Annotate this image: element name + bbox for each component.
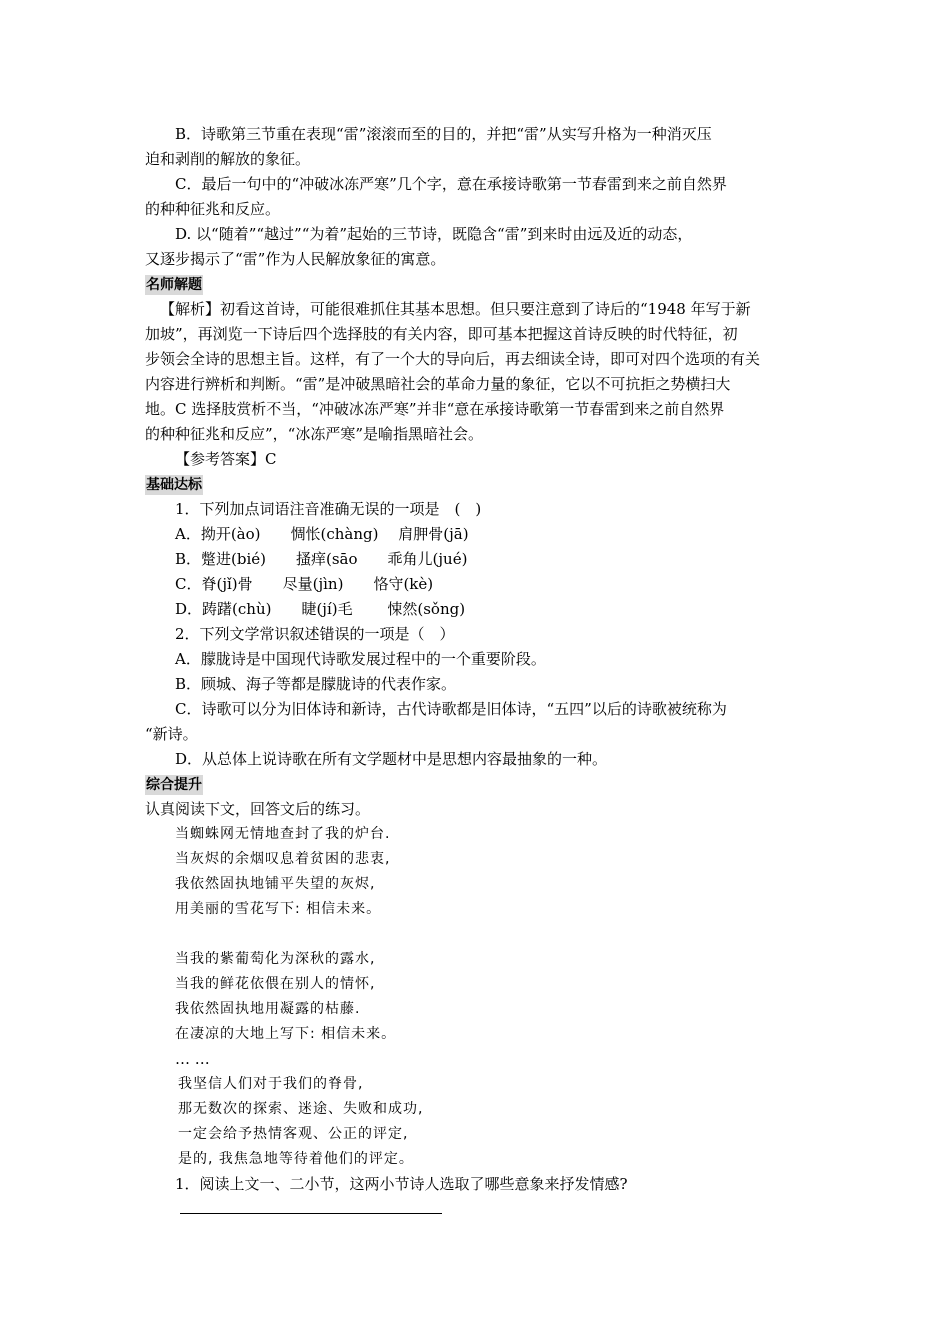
poem-line: 当灰烬的余烟叹息着贫困的悲衷, — [175, 851, 391, 867]
analysis-line-5: 地。C 选择肢赏析不当，“冲破冰冻严寒”并非“意在承接诗歌第一节春雷到来之前自然界 — [145, 400, 725, 418]
poem-line: 用美丽的雪花写下: 相信未来。 — [175, 901, 382, 917]
basic-q1-option-a: A．拗开(ào) 惆怅(chàng) 肩胛骨(jā) — [175, 525, 469, 543]
basic-q2-option-c-line-2: “新诗。 — [145, 725, 198, 743]
answer-blank-line[interactable] — [180, 1213, 442, 1214]
poem-line: 我依然固执地用凝露的枯藤. — [175, 1001, 361, 1017]
basic-question-2: 2．下列文学常识叙述错误的一项是（ ） — [175, 625, 455, 643]
option-b-line-2: 迫和剥削的解放的象征。 — [145, 150, 311, 168]
poem-line: 当我的紫葡萄化为深秋的露水, — [175, 951, 376, 967]
analysis-line-1: 【解析】初看这首诗，可能很难抓住其基本思想。但只要注意到了诗后的“1948 年写于新 — [160, 300, 751, 318]
poem-line: 当我的鲜花依偎在别人的情怀, — [175, 976, 376, 992]
section-heading-label: 基础达标 — [146, 477, 202, 493]
poem-ellipsis: … … — [175, 1050, 210, 1068]
section-heading-teacher — [145, 272, 810, 297]
option-d-line-2: 又逐步揭示了“雷”作为人民解放象征的寓意。 — [145, 250, 446, 268]
option-d-line-1: D. 以“随着”“越过”“为着”起始的三节诗，既隐含“雷”到来时由远及近的动态， — [175, 225, 693, 243]
basic-q2-option-c-line-1: C．诗歌可以分为旧体诗和新诗，古代诗歌都是旧体诗，“五四”以后的诗歌被统称为 — [175, 700, 727, 718]
section-heading-label: 名师解题 — [146, 277, 202, 293]
basic-q1-option-d: D．踌躇(chù) 睫(jí)毛 悚然(sǒng) — [175, 600, 466, 618]
section-heading-basic — [145, 472, 810, 497]
option-c-line-2: 的种种征兆和反应。 — [145, 200, 281, 218]
poem-line: 是的, 我焦急地等待着他们的评定。 — [178, 1151, 414, 1167]
basic-question-1: 1．下列加点词语注音准确无误的一项是 ( ) — [175, 500, 482, 518]
poem-line: 我依然固执地铺平失望的灰烬, — [175, 876, 376, 892]
basic-q2-option-b: B．顾城、海子等都是朦胧诗的代表作家。 — [175, 675, 457, 693]
reference-answer: 【参考答案】C — [175, 450, 277, 468]
poem-line: 当蜘蛛网无情地查封了我的炉台. — [175, 826, 391, 842]
basic-q1-option-c: C．脊(jǐ)骨 尽量(jìn) 恪守(kè) — [175, 575, 434, 593]
basic-q1-option-b: B．蹩进(bié) 搔痒(sāo 乖角儿(jué) — [175, 550, 468, 568]
analysis-line-6: 的种种征兆和反应”，“冰冻严寒”是喻指黑暗社会。 — [145, 425, 484, 443]
section-heading-label: 综合提升 — [146, 777, 202, 793]
option-b-line-1: B．诗歌第三节重在表现“雷”滚滚而至的目的，并把“雷”从实写升格为一种消灭压 — [175, 125, 712, 143]
section-heading-comprehensive — [145, 772, 810, 797]
poem-line: 一定会给予热情客观、公正的评定, — [178, 1126, 409, 1142]
basic-q2-option-d: D．从总体上说诗歌在所有文学题材中是思想内容最抽象的一种。 — [175, 750, 608, 768]
document-body — [145, 122, 810, 1197]
stanza-gap — [145, 922, 810, 947]
comprehensive-question-1: 1．阅读上文一、二小节，这两小节诗人选取了哪些意象来抒发情感? — [175, 1175, 628, 1193]
poem-line: 那无数次的探索、迷途、失败和成功, — [178, 1101, 424, 1117]
analysis-line-4: 内容进行辨析和判断。“雷”是冲破黑暗社会的革命力量的象征，它以不可抗拒之势横扫大 — [145, 375, 731, 393]
analysis-line-3: 步领会全诗的思想主旨。这样，有了一个大的导向后，再去细读全诗，即可对四个选项的有关 — [145, 350, 761, 368]
analysis-line-2: 加坡”，再浏览一下诗后四个选择肢的有关内容，即可基本把握这首诗反映的时代特征，初 — [145, 325, 738, 343]
poem-line: 在凄凉的大地上写下: 相信未来。 — [175, 1026, 397, 1042]
reading-instruction: 认真阅读下文，回答文后的练习。 — [145, 800, 371, 818]
poem-line: 我坚信人们对于我们的脊骨, — [178, 1076, 364, 1092]
basic-q2-option-a: A．朦胧诗是中国现代诗歌发展过程中的一个重要阶段。 — [175, 650, 546, 668]
option-c-line-1: C．最后一句中的“冲破冰冻严寒”几个字，意在承接诗歌第一节春雷到来之前自然界 — [175, 175, 727, 193]
